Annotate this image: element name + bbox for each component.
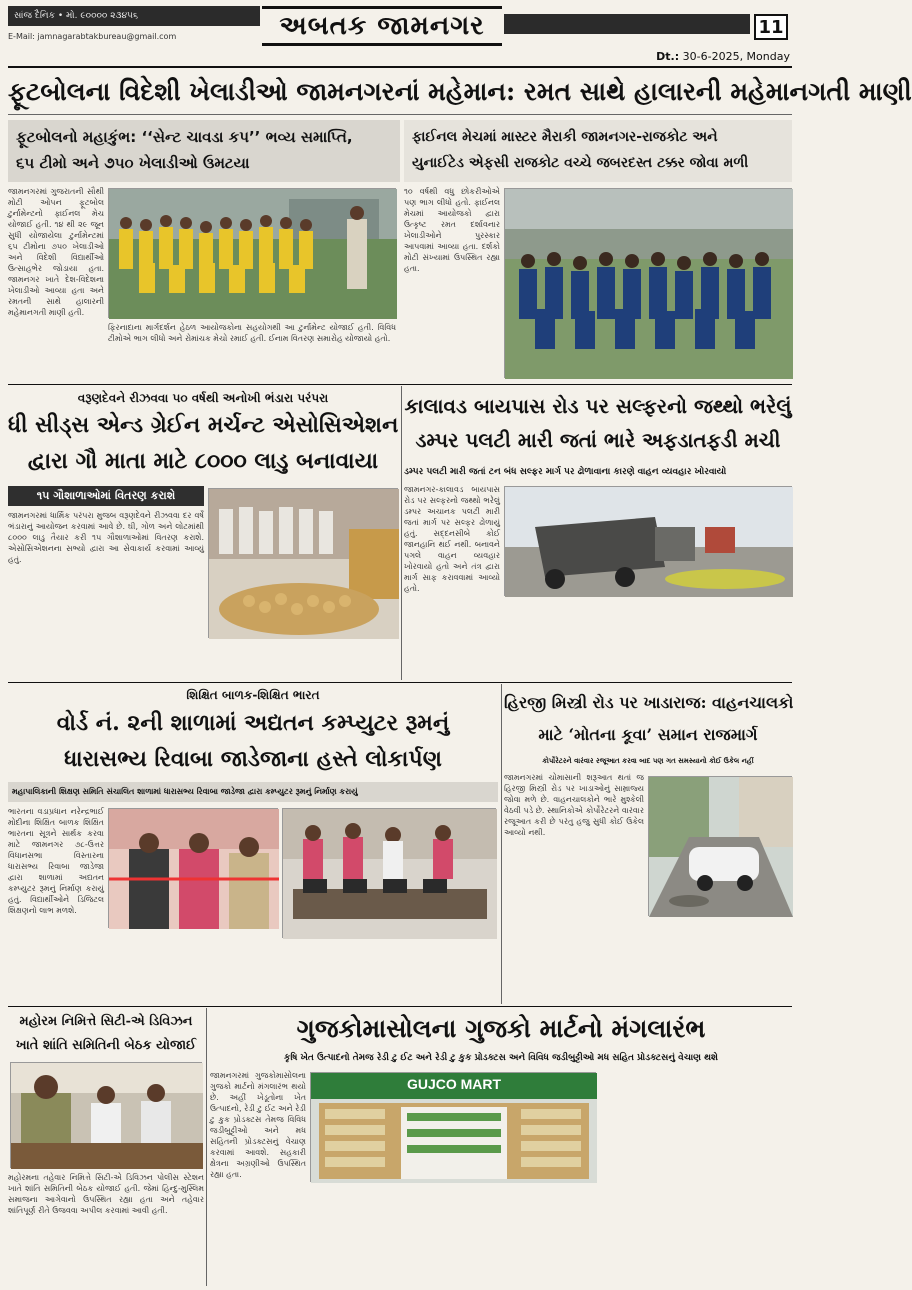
story5-headline-line1: હિરજી મિસ્ત્રી રોડ પર ખાડારાજ: વાહનચાલકો (504, 693, 794, 712)
story5-body: જામનગરમાં ચોમાસાની શરૂઆત થતાં જ હિરજી મિસ્ત્રી રોડ પર ખાડાઓનું સામ્રાજ્ય જોવા મળે છે. વાહનચાલકોને ભારે મુશ્કેલી વેઠવી પડે છે. સ્થાનિકોએ કોર્પોરેટરને વારંવાર રજૂઆત કરી છે પરંતુ હજુ સુધી કોઈ ઉકેલ આવ્યો નથી. (504, 773, 644, 837)
peace-meeting-photo (10, 1062, 202, 1168)
story7-body: જામનગરમાં ગુજકોમાસોલના ગુજકો માર્ટનો મંગલારંભ થયો છે. અહીં ખેડૂતોના ખેત ઉત્પાદનો, રેડી ટુ ઈટ અને રેડી ટુ કુક પ્રોડક્ટસ તેમજ વિવિધ જડીબુટ્ટીઓ અને મધ સહિતની પ્રોડક્ટસનું વેચાણ કરવામાં આવશે. સહકારી ક્ષેત્રના અગ્રણીઓ ઉપસ્થિત રહ્યા હતા. (210, 1071, 306, 1179)
computer-room-photo-art (283, 809, 497, 939)
story1-headline: ફૂટબોલના વિદેશી ખેલાડીઓ જામનગરનાં મહેમાન: રમત સાથે હાલારની મહેમાનગતી માણી (8, 77, 912, 106)
story1-body-right: ૧૦ વર્ષથી વધુ છોકરીઓએ પણ ભાગ લીધો હતો. ફાઈનલ મેચમાં આયોજકો દ્વારા ઉત્કૃષ્ટ રમત દર્શાવનાર ખેલાડીઓને પુરસ્કાર આપવામાં આવ્યા હતા. દર્શકો મોટી સંખ્યામાં ઉપસ્થિત રહ્યા હતા. (404, 187, 500, 273)
computer-room-photo (282, 808, 496, 938)
dumper-photo (504, 486, 792, 596)
football-team-photo-1-art (109, 189, 397, 319)
section-rule-3 (8, 1006, 792, 1007)
story4-body-continued (108, 942, 496, 1002)
column-divider-3 (206, 1008, 207, 1286)
story1-sub-right-line1: ફાઈનલ મેચમાં માસ્ટર મૈરાકી જામનગર-રાજકોટ અને (412, 129, 718, 145)
story3-body-continued (504, 600, 792, 678)
story7-body-right (600, 1070, 792, 1284)
story2-body-continued (208, 642, 398, 678)
story2-body: જામનગરમાં ધાર્મિક પરંપરા મુજબ વરૂણદેવને રીઝવવા દર વર્ષે ભંડારાનું આયોજન કરવામાં આવે છે. ઘી, ગોળ અને લોટમાંથી ૮૦૦૦ લાડુ તૈયાર કરી ૧૫ ગૌશાળાઓમાં વિતરણ કરાશે. એસોસિએશનના સભ્યો દ્વારા આ સેવાકાર્ય કરવામાં આવ્યું હતું. (8, 511, 204, 564)
football-team-photo-2 (504, 188, 792, 378)
story1-sub-right-line2: યુનાઈટેડ એફસી રાજકોટ વચ્ચે જબરદસ્ત ટક્કર જોવા મળી (412, 155, 749, 171)
page-number: 11 (754, 14, 788, 40)
laddu-photo-art (209, 489, 399, 639)
story6-headline-line2: ખાતે શાંતિ સમિતિની બેઠક યોજાઈ (15, 1038, 197, 1053)
story1-body-mid: ફિરનાદાના માર્ગદર્શન હેઠળ આયોજકોના સહયોગથી આ ટુર્નામેન્ટ યોજાઈ હતી. વિવિધ ટીમોએ ભાગ લીધો અને રોમાંચક મેચો રમાઈ હતી. ઈનામ વિતરણ સમારોહ યોજાયો હતો. (108, 323, 396, 343)
newspaper-logo (262, 6, 502, 46)
story5-headline-line2: માટે ‘મોતના કૂવા’ સમાન રાજમાર્ગ (538, 725, 758, 744)
dumper-photo-art (505, 487, 793, 597)
story1-subhead-right (404, 120, 792, 182)
peace-meeting-photo-art (11, 1063, 203, 1169)
story4-headline-line1: વોર્ડ નં. ૨ની શાળામાં અદ્યતન કમ્પ્યુટર રૂમનું (56, 710, 450, 736)
story3-sub: ડમ્પર પલટી મારી જતાં ટન બંધ સલ્ફર માર્ગ પર ઢોળાવાના કારણે વાહન વ્યવહાર ખોરવાયો (404, 467, 727, 477)
story1-rule (8, 114, 792, 115)
football-team-photo-1 (108, 188, 396, 318)
logo-text: અબતક જામનગર (279, 10, 485, 41)
inauguration-photo-art (109, 809, 279, 929)
story7-sub: કૃષિ ખેત ઉત્પાદનો તેમજ રેડી ટુ ઈટ અને રેડી ટુ કુક પ્રોડક્ટસ અને વિવિધ જડીબુટ્ટીઓ મધ સહિત પ્રોડક્ટસનું વેચાણ થશે (283, 1053, 718, 1063)
story3-headline-line2: ડમ્પર પલટી મારી જતાં ભારે અફડાતફડી મચી (415, 428, 781, 452)
inauguration-photo (108, 808, 278, 928)
story5-sub: કોર્પોરેટરને વારંવાર રજૂઆત કરવા બાદ પણ ગત સમસ્યાનો કોઈ ઉકેલ નહીં (542, 757, 754, 765)
story1-sub-left-line2: ૬૫ ટીમો અને ૭૫૦ ખેલાડીઓ ઉમટયા (16, 154, 250, 172)
masthead-left (8, 6, 260, 54)
date-line (620, 50, 790, 63)
story6-body: મહોરમના તહેવાર નિમિત્તે સિટી-એ ડિવિઝન પોલીસ સ્ટેશન ખાતે શાંતિ સમિતિની બેઠક યોજાઈ હતી. જેમાં હિન્દુ-મુસ્લિમ સમાજના આગેવાનો ઉપસ્થિત રહ્યા હતા અને તહેવાર શાંતિપૂર્ણ રીતે ઉજવવા અપીલ કરવામાં આવી હતી. (8, 1173, 204, 1215)
story1-body-left: જામનગરમાં ગુજરાતની સૌથી મોટી ઓપન ફૂટબોલ ટુર્નામેન્ટનો ફાઈનલ મેચ યોજાઈ હતી. ૧૪ થી ૨૯ જૂન સુધી યોજાયેલા ટુર્નામેન્ટમાં ૬૫ ટીમોના ૭૫૦ ખેલાડીઓ અને વિદેશી વિદ્યાર્થીઓ ઉત્સાહભેર જોડાયા હતા. જામનગર ખાતે દેશ-વિદેશના ખેલાડીઓ આવ્યા હતા અને રમતની સાથે હાલારની મહેમાનગતી માણી હતી. (8, 187, 104, 317)
story1-subhead-left (8, 120, 400, 182)
masthead-contact-bar: સાંજ દૈનિક • મો. ૯૦૦૦૦ ૨૩૪૫૬ (8, 6, 260, 26)
story1-sub-left-line1: ફૂટબોલનો મહાકુંભ: ‘‘સેન્ટ ચાવડા કપ’’ ભવ્ય સમાપ્તિ, (16, 128, 353, 146)
column-divider-1 (401, 386, 402, 680)
pothole-road-photo (648, 776, 792, 916)
story5-body-continued (648, 920, 792, 1002)
story2-headline-line2: દ્વારા ગૌ માતા માટે ૮૦૦૦ લાડુ બનાવાયા (27, 448, 379, 474)
pothole-road-photo-art (649, 777, 793, 917)
story7-headline: ગુજકોમાસોલના ગુજકો માર્ટનો મંગલારંભ (296, 1014, 706, 1043)
section-rule-2 (8, 682, 792, 683)
story2-kicker: વરૂણદેવને રીઝવવા ૫૦ વર્ષથી અનોખી ભંડારા પરંપરા (77, 391, 329, 405)
story4-headline-line2: ધારાસભ્ય રિવાબા જાડેજાના હસ્તે લોકાર્પણ (64, 746, 442, 772)
masthead-rule (8, 66, 792, 68)
masthead-right-bar (504, 14, 750, 34)
laddu-photo (208, 488, 398, 638)
section-rule-1 (8, 384, 792, 385)
story2-band: ૧૫ ગૌશાળાઓમાં વિતરણ કરાશે (8, 486, 204, 506)
story4-band: મહાપાલિકાની શિક્ષણ સમિતિ સંચાલિત શાળામાં ધારાસભ્ય રિવાબા જાડેજા દ્વારા કમ્પ્યુટર રૂમનું નિર્માણ કરાયું (8, 782, 498, 802)
story7-body-continued (210, 1186, 596, 1284)
date-label: Dt.: (656, 50, 680, 63)
story6-headline-line1: મહોરમ નિમિત્તે સિટી-એ ડિવિઝન (19, 1014, 193, 1029)
football-team-photo-2-art (505, 189, 793, 379)
story4-kicker: શિક્ષિત બાળક-શિક્ષિત ભારત (186, 688, 320, 702)
story2-headline-line1: ધી સીડ્સ એન્ડ ગ્રેઈન મર્ચન્ટ એસોસિએશન (8, 412, 399, 438)
gujco-mart-sign: GUJCO MART (406, 1076, 502, 1092)
story3-body: જામનગર-કાલાવડ બાયપાસ રોડ પર સલ્ફરનો જથ્થો ભરેલું ડમ્પર અચાનક પલટી મારી જતાં માર્ગ પર સલ્ફર ઢોળાયું હતું. સદ્દનસીબે કોઈ જાનહાનિ થઈ નથી. બનાવને પગલે વાહન વ્યવહાર ખોરવાયો હતો અને તંત્ર દ્વારા માર્ગ સાફ કરાવવામાં આવ્યો હતો. (404, 485, 500, 593)
date-value: 30-6-2025, Monday (682, 50, 790, 63)
gujco-mart-photo (310, 1072, 596, 1182)
masthead-email[interactable]: E-Mail: jamnagarabtakbureau@gmail.com (8, 32, 177, 41)
story3-headline-line1: કાલાવડ બાયપાસ રોડ પર સલ્ફરનો જથ્થો ભરેલું (404, 394, 792, 418)
story4-body: ભારતના વડાપ્રધાન નરેન્દ્રભાઈ મોદીના શિક્ષિત બાળક શિક્ષિત ભારતના સૂત્રને સાર્થક કરવા માટે જામનગર ૭૮-ઉત્તર વિધાનસભા વિસ્તારના ધારાસભ્ય રિવાબા જાડેજા દ્વારા શાળામાં અદ્યતન કમ્પ્યુટર રૂમનું નિર્માણ કરાયું હતું. વિદ્યાર્થીઓને ડિજિટલ શિક્ષણનો લાભ મળશે. (8, 807, 104, 915)
column-divider-2 (501, 684, 502, 1004)
